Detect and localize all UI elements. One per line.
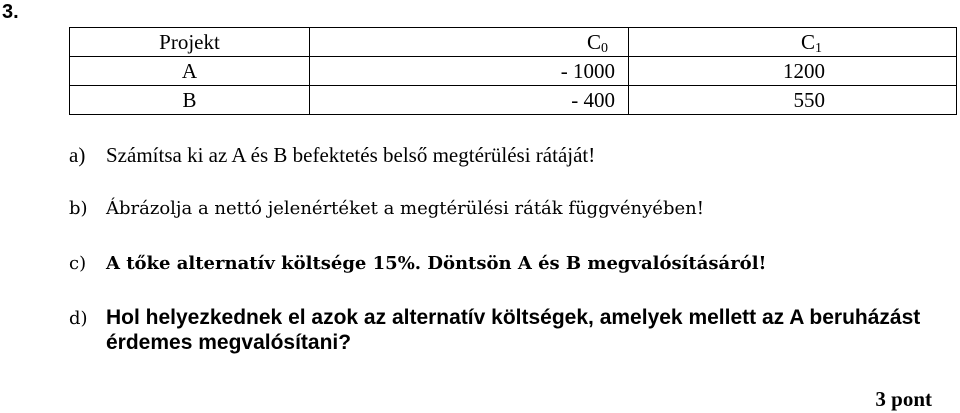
cashflow-table bbox=[69, 27, 957, 115]
question-a-text: Számítsa ki az A és B befektetés belső megtérülési rátáját! bbox=[106, 143, 596, 167]
question-d bbox=[69, 306, 920, 355]
row-a-c1: 1200 bbox=[629, 57, 957, 86]
header-c0 bbox=[310, 28, 629, 57]
header-c1 bbox=[629, 28, 957, 57]
row-b-project: B bbox=[70, 86, 310, 115]
row-b-c0: - 400 bbox=[310, 86, 629, 115]
header-c1-base: C bbox=[800, 30, 815, 54]
question-b bbox=[69, 197, 704, 221]
problem-number: 3. bbox=[2, 1, 19, 23]
question-a-letter: a) bbox=[69, 143, 86, 167]
row-a-c0: - 1000 bbox=[310, 57, 629, 86]
question-c-text: A tőke alternatív költsége 15%. Döntsön A és B megvalósításáról! bbox=[106, 253, 767, 274]
question-c-letter: c) bbox=[69, 253, 87, 274]
question-d-text-line1: Hol helyezkednek el azok az alternatív költségek, amelyek mellett az A beruházást bbox=[106, 306, 921, 329]
question-c bbox=[69, 252, 766, 276]
header-project: Projekt bbox=[70, 28, 310, 57]
table-header-row bbox=[70, 28, 957, 57]
question-d-letter: d) bbox=[69, 308, 88, 329]
question-d-text-line2: érdemes megvalósítani? bbox=[106, 331, 352, 354]
question-a bbox=[69, 143, 595, 167]
header-c0-sub: 0 bbox=[601, 41, 608, 56]
row-a-project: A bbox=[70, 57, 310, 86]
question-b-text: Ábrázolja a nettó jelenértéket a megtérülési ráták függvényében! bbox=[106, 198, 704, 219]
question-b-letter: b) bbox=[69, 198, 88, 219]
row-b-c1: 550 bbox=[629, 86, 957, 115]
table-row bbox=[70, 86, 957, 115]
points-label: 3 pont bbox=[875, 387, 932, 411]
header-c0-base: C bbox=[586, 30, 601, 54]
header-c1-sub: 1 bbox=[815, 41, 822, 56]
table-row bbox=[70, 57, 957, 86]
